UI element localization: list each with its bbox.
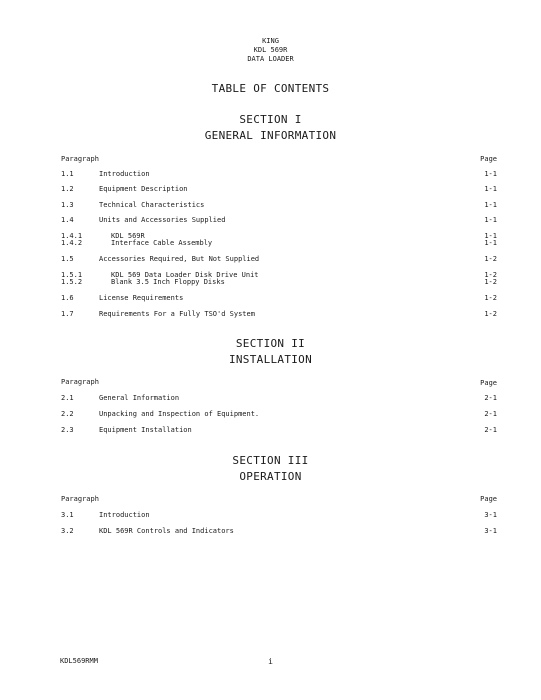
entry-number: 3.2 <box>61 527 74 535</box>
entry-number: 2.3 <box>61 426 74 434</box>
entry-number: 2.1 <box>61 394 74 402</box>
entry-page: 1-1 <box>484 239 497 247</box>
entry-page: 3-1 <box>484 527 497 535</box>
paragraph-column-header: Paragraph <box>61 378 99 386</box>
entry-title: KDL 569R <box>111 232 145 240</box>
entry-page: 1-2 <box>484 255 497 263</box>
entry-page: 2-1 <box>484 426 497 434</box>
footer-document-id: KDL569RMM <box>60 657 98 665</box>
section-title: SECTION I <box>239 113 302 126</box>
entry-number: 1.7 <box>61 310 74 318</box>
entry-title: Requirements For a Fully TSO'd System <box>99 310 255 318</box>
entry-page: 1-1 <box>484 232 497 240</box>
entry-title: General Information <box>99 394 180 402</box>
footer-page-number: i <box>268 657 273 666</box>
toc-title: TABLE OF CONTENTS <box>211 82 330 95</box>
entry-page: 1-1 <box>484 170 497 178</box>
entry-page: 3-1 <box>484 511 497 519</box>
entry-title: Blank 3.5 Inch Floppy Disks <box>111 278 225 286</box>
entry-title: License Requirements <box>99 294 184 302</box>
entry-page: 2-1 <box>484 410 497 418</box>
entry-number: 1.4.2 <box>61 239 83 247</box>
header-line-1: KING <box>262 37 279 45</box>
paragraph-column-header: Paragraph <box>61 495 99 503</box>
entry-title: Technical Characteristics <box>99 201 205 209</box>
entry-number: 1.6 <box>61 294 74 302</box>
entry-page: 1-1 <box>484 201 497 209</box>
entry-title: Accessories Required, But Not Supplied <box>99 255 260 263</box>
entry-title: Equipment Description <box>99 185 188 193</box>
page-column-header: Page <box>480 379 497 387</box>
entry-title: Introduction <box>99 170 150 178</box>
section-title: SECTION II <box>235 337 306 350</box>
entry-number: 1.3 <box>61 201 74 209</box>
entry-page: 1-2 <box>484 278 497 286</box>
entry-number: 1.5.1 <box>61 271 83 279</box>
entry-title: Equipment Installation <box>99 426 192 434</box>
entry-page: 1-1 <box>484 185 497 193</box>
entry-page: 1-2 <box>484 271 497 279</box>
entry-title: KDL 569 Data Loader Disk Drive Unit <box>111 271 259 279</box>
header-line-3: DATA LOADER <box>247 55 294 63</box>
header-line-2: KDL 569R <box>253 46 288 54</box>
entry-title: Introduction <box>99 511 150 519</box>
entry-title: Unpacking and Inspection of Equipment. <box>99 410 260 418</box>
entry-page: 1-1 <box>484 216 497 224</box>
section-subtitle: OPERATION <box>239 470 302 483</box>
page-column-header: Page <box>480 155 497 163</box>
entry-number: 3.1 <box>61 511 74 519</box>
entry-page: 1-2 <box>484 294 497 302</box>
section-title: SECTION III <box>232 454 309 467</box>
entry-page: 2-1 <box>484 394 497 402</box>
entry-number: 1.4.1 <box>61 232 83 240</box>
entry-number: 2.2 <box>61 410 74 418</box>
entry-number: 1.5.2 <box>61 278 83 286</box>
entry-number: 1.2 <box>61 185 74 193</box>
entry-page: 1-2 <box>484 310 497 318</box>
paragraph-column-header: Paragraph <box>61 155 99 163</box>
entry-title: Interface Cable Assembly <box>111 239 213 247</box>
entry-number: 1.4 <box>61 216 74 224</box>
entry-number: 1.1 <box>61 170 74 178</box>
entry-title: KDL 569R Controls and Indicators <box>99 527 234 535</box>
section-subtitle: GENERAL INFORMATION <box>204 129 337 142</box>
section-subtitle: INSTALLATION <box>228 353 313 366</box>
entry-number: 1.5 <box>61 255 74 263</box>
page-column-header: Page <box>480 495 497 503</box>
entry-title: Units and Accessories Supplied <box>99 216 226 224</box>
